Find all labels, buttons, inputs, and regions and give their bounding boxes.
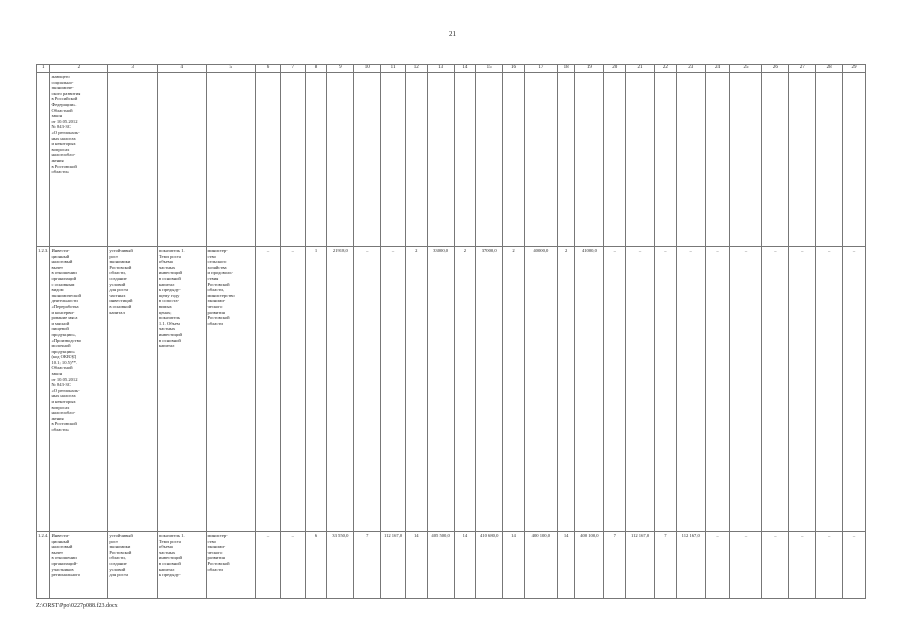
value-cell: 14 [454,532,476,599]
value-cell: 2 [557,247,575,532]
table-row [37,247,866,532]
value-cell [655,73,677,247]
value-cell [327,73,354,247]
value-cell: 400 100,0 [575,532,604,599]
col-number: 8 [305,65,327,73]
goal-cell: устойчивый рост экономики Ростовской области, создание условий для роста частных инвестиций в основной капитал [108,247,158,532]
col-number: 20 [604,65,626,73]
col-number: 19 [575,65,604,73]
value-cell: 7 [604,532,626,599]
row-number-cell: 1.2.4. [37,532,50,599]
value-cell [789,73,816,247]
col-number: 24 [705,65,730,73]
value-cell [557,73,575,247]
value-cell: 2 [405,247,427,532]
value-cell: 14 [405,532,427,599]
footer-file-path: Z:\ORST\Ppo\0227p088.f23.docx [36,603,118,609]
col-number: 4 [157,65,206,73]
value-cell: 2 [503,247,525,532]
value-cell: 112 167,0 [381,532,406,599]
col-number: 11 [381,65,406,73]
value-cell [381,73,406,247]
value-cell: – [843,532,866,599]
value-cell: 410 680,0 [476,532,503,599]
value-cell [476,73,503,247]
value-cell: 2 [454,247,476,532]
measures-table [36,64,866,599]
value-cell: 41000,0 [575,247,604,532]
value-cell [354,73,381,247]
col-number: 10 [354,65,381,73]
col-number: 28 [816,65,843,73]
measure-name-cell: Инвести- ционный налоговый вычет в отношении организаций- участников регионального [50,532,108,599]
value-cell: – [816,247,843,532]
value-cell [454,73,476,247]
value-cell: 33 550,0 [327,532,354,599]
value-cell: – [655,247,677,532]
curator-cell: министер- ство сельского хозяйства и продоволь- ствия Ростовской области, министерство экономи- ческого развития Ростовской области [206,247,256,532]
value-cell [305,73,327,247]
value-cell [604,73,626,247]
col-number: 27 [789,65,816,73]
value-cell: – [843,247,866,532]
col-number: 12 [405,65,427,73]
col-number: 14 [454,65,476,73]
value-cell: 400 100,0 [524,532,557,599]
value-cell: – [762,532,789,599]
value-cell: – [705,247,730,532]
value-cell: 14 [557,532,575,599]
page-number: 21 [449,30,456,38]
value-cell [524,73,557,247]
value-cell [705,73,730,247]
col-number: 6 [256,65,281,73]
value-cell [575,73,604,247]
curator-cell [206,73,256,247]
indicator-cell [157,73,206,247]
value-cell [843,73,866,247]
col-number: 2 [50,65,108,73]
value-cell: 40000,0 [524,247,557,532]
value-cell: – [676,247,705,532]
curator-cell: министер- ство экономи- ческого развития Ростовской области [206,532,256,599]
column-number-row [37,65,866,73]
value-cell: 37000,0 [476,247,503,532]
value-cell [427,73,454,247]
value-cell: 112 167,0 [626,532,655,599]
value-cell [626,73,655,247]
value-cell: – [280,247,305,532]
value-cell [405,73,427,247]
value-cell: 33000,0 [427,247,454,532]
col-number: 25 [730,65,762,73]
goal-cell: устойчивый рост экономики Ростовской области, создание условий для роста [108,532,158,599]
col-number: 22 [655,65,677,73]
col-number: 7 [280,65,305,73]
value-cell [256,73,281,247]
value-cell: – [604,247,626,532]
col-number: 5 [206,65,256,73]
goal-cell [108,73,158,247]
value-cell: – [816,532,843,599]
value-cell: 7 [655,532,677,599]
value-cell: 112 167,0 [676,532,705,599]
table-row [37,73,866,247]
value-cell: – [381,247,406,532]
value-cell: – [730,247,762,532]
value-cell: 21918,0 [327,247,354,532]
col-number: 15 [476,65,503,73]
value-cell: 6 [305,532,327,599]
value-cell: – [789,247,816,532]
value-cell: 1 [305,247,327,532]
indicator-cell: показатель 1. Темп роста объема частных инвестиций в основной капитал к предыду- щему году в сопоста- вимых ценах; показатель 1.1. Объем частных инвестиций в основной капитал [157,247,206,532]
value-cell [503,73,525,247]
measure-name-cell: жающего социально- экономиче- ского развития в Российской Федерации». Областной закон от 10.05.2012 № 843-ЗС «О региональ- ных налогах и некоторых вопросах налогообло- жения в Ростовской области» [50,73,108,247]
col-number: 1 [37,65,50,73]
col-number: 13 [427,65,454,73]
indicator-cell: показатель 1. Темп роста объема частных инвестиций в основной капитал к предыду- [157,532,206,599]
value-cell [762,73,789,247]
value-cell: – [354,247,381,532]
col-number: 23 [676,65,705,73]
col-number: 3 [108,65,158,73]
value-cell: – [626,247,655,532]
value-cell [816,73,843,247]
measure-name-cell: Инвести- ционный налоговый вычет в отношении организаций с основным видом экономической деятельности «Переработка и консерви- рование мяса и мясной пищевой продукции», «Производство молочной продукции» (код ОКВЭД 10.1; 10.5)**. Областной закон от 10.05.2012 № 843-ЗС «О региональ- ных налогах и некоторых вопросах налогообло- жения в Ростовской области» [50,247,108,532]
value-cell: – [705,532,730,599]
value-cell: – [762,247,789,532]
col-number: 26 [762,65,789,73]
col-number: 17 [524,65,557,73]
value-cell [676,73,705,247]
value-cell [280,73,305,247]
col-number: 9 [327,65,354,73]
value-cell: – [280,532,305,599]
value-cell: 14 [503,532,525,599]
col-number: 18 [557,65,575,73]
col-number: 16 [503,65,525,73]
value-cell: – [789,532,816,599]
col-number: 29 [843,65,866,73]
table-row [37,532,866,599]
value-cell: – [256,247,281,532]
col-number: 21 [626,65,655,73]
value-cell: – [730,532,762,599]
row-number-cell: 1.2.3. [37,247,50,532]
value-cell: – [256,532,281,599]
value-cell: 405 500,0 [427,532,454,599]
row-number-cell [37,73,50,247]
value-cell [730,73,762,247]
value-cell: 7 [354,532,381,599]
